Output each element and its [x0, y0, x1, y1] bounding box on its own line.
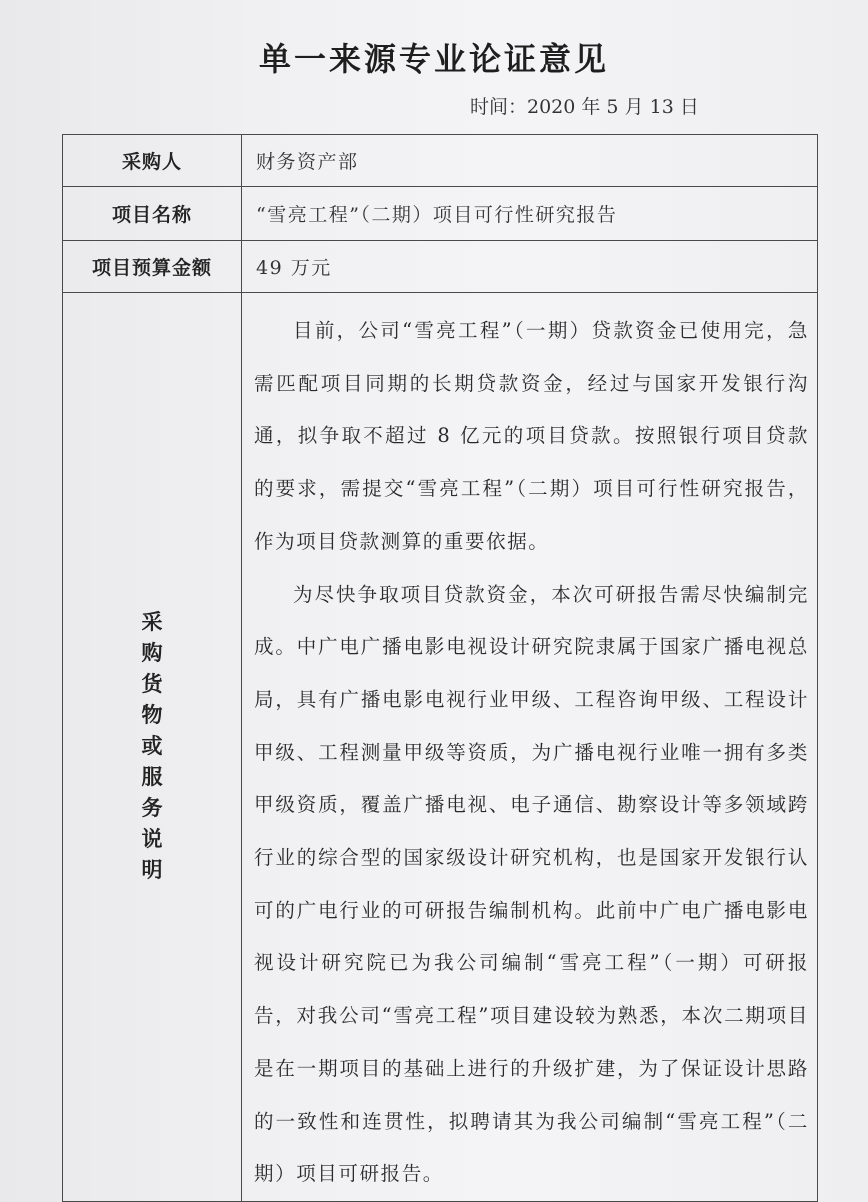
project-name-row [63, 187, 818, 241]
description-body [242, 293, 818, 1202]
description-label-cell [63, 293, 242, 1202]
purchaser-label: 采购人 [63, 135, 242, 187]
purchaser-value: 财务资产部 [242, 135, 818, 187]
document-date: 时间：2020 年 5 月 13 日 [470, 96, 699, 118]
budget-row [63, 241, 818, 293]
description-row [63, 293, 818, 1202]
form-table [62, 134, 818, 1202]
description-label: 采购货物或服务说明 [141, 610, 163, 883]
document-title: 单一来源专业论证意见 [258, 40, 609, 78]
description-paragraph: 目前，公司“雪亮工程”（一期）贷款资金已使用完，急需匹配项目同期的长期贷款资金，经过与国家开发银行沟通，拟争取不超过 8 亿元的项目贷款。按照银行项目贷款的要求，需提交“雪亮工程”（二期）项目可行性研究报告，作为项目贷款测算的重要依据。 [254, 319, 809, 553]
project-name-label: 项目名称 [63, 187, 242, 241]
project-name-value: “雪亮工程”（二期）项目可行性研究报告 [242, 187, 818, 241]
budget-value: 49 万元 [242, 241, 818, 293]
description-paragraph: 为尽快争取项目贷款资金，本次可研报告需尽快编制完成。中广电广播电影电视设计研究院隶属于国家广播电视总局，具有广播电影电视行业甲级、工程咨询甲级、工程设计甲级、工程测量甲级等资质，为广播电视行业唯一拥有多类甲级资质，覆盖广播电视、电子通信、勘察设计等多领域跨行业的综合型的国家级设计研究机构，也是国家开发银行认可的广电行业的可研报告编制机构。此前中广电广播电影电视设计研究院已为我公司编制“雪亮工程”（一期）可研报告，对我公司“雪亮工程”项目建设较为熟悉，本次二期项目是在一期项目的基础上进行的升级扩建，为了保证设计思路的一致性和连贯性，拟聘请其为我公司编制“雪亮工程”（二期）项目可研报告。 [254, 582, 809, 1186]
purchaser-row [63, 135, 818, 187]
budget-label: 项目预算金额 [63, 241, 242, 293]
